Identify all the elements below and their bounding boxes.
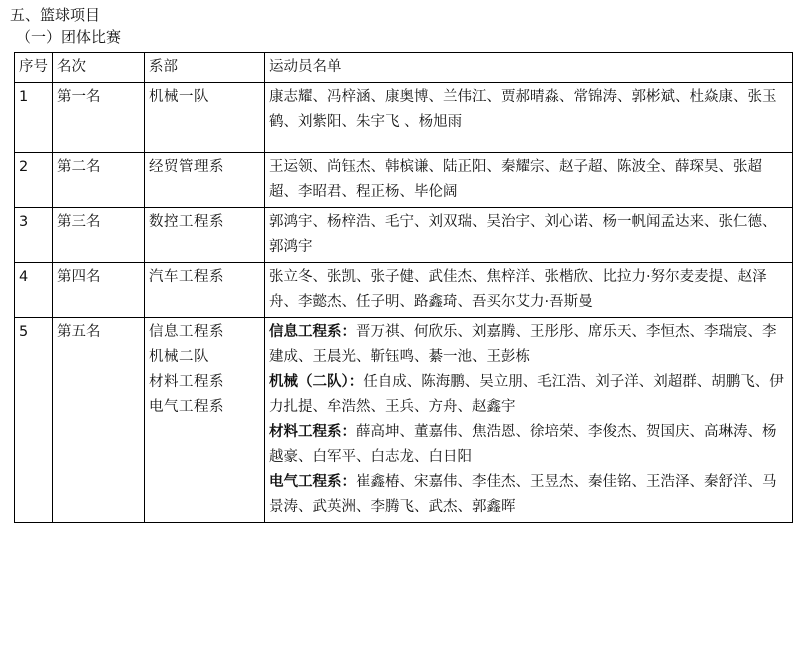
group-label: 信息工程系： — [269, 324, 356, 340]
member-group — [269, 320, 788, 370]
header-dept: 系部 — [145, 53, 265, 83]
dept-name: 机械二队 — [149, 349, 209, 365]
member-group — [269, 470, 788, 520]
table-row — [15, 318, 793, 523]
row-dept — [145, 208, 265, 263]
section-title: 五、篮球项目 — [10, 6, 101, 24]
table-row — [15, 83, 793, 153]
dept-name: 电气工程系 — [149, 399, 224, 415]
header-members: 运动员名单 — [265, 53, 793, 83]
table-row — [15, 208, 793, 263]
row-rank: 第一名 — [53, 83, 145, 153]
header-rank: 名次 — [53, 53, 145, 83]
dept-name: 机械一队 — [149, 89, 209, 105]
row-seq: 3 — [15, 208, 53, 263]
row-members: 张立冬、张凯、张子健、武佳杰、焦梓洋、张楷欣、比拉力·努尔麦麦提、赵泽舟、李懿杰、任子明、路鑫琦、吾买尔艾力·吾斯曼 — [265, 263, 793, 318]
row-seq: 5 — [15, 318, 53, 523]
row-members: 郭鸿宇、杨梓浩、毛宁、刘双瑞、吴治宇、刘心诺、杨一帆闻孟达来、张仁德、郭鸿宇 — [265, 208, 793, 263]
dept-name: 信息工程系 — [149, 324, 224, 340]
header-seq: 序号 — [15, 53, 53, 83]
dept-name: 汽车工程系 — [149, 269, 224, 285]
dept-name: 数控工程系 — [149, 214, 224, 230]
table-row — [15, 263, 793, 318]
member-group — [269, 420, 788, 470]
row-seq: 1 — [15, 83, 53, 153]
group-label: 电气工程系： — [269, 474, 356, 490]
results-table — [14, 52, 793, 523]
group-names: 崔鑫椿、宋嘉伟、李佳杰、王昱杰、秦佳铭、王浩泽、秦舒洋、马景涛、武英洲、李腾飞、武杰、郭鑫晖 — [269, 474, 777, 515]
row-dept — [145, 318, 265, 523]
row-dept — [145, 83, 265, 153]
row-dept — [145, 263, 265, 318]
row-rank: 第二名 — [53, 153, 145, 208]
group-names: 薛高坤、董嘉伟、焦浩恩、徐培荣、李俊杰、贺国庆、高琳涛、杨越豪、白军平、白志龙、白日阳 — [269, 424, 777, 465]
row-members: 王运领、尚钰杰、韩槟谦、陆正阳、秦耀宗、赵子超、陈波全、薛琛昊、张超超、李昭君、程正杨、毕伦阔 — [265, 153, 793, 208]
row-members: 康志耀、冯梓涵、康奥博、兰伟江、贾郝晴淼、常锦涛、郭彬斌、杜焱康、张玉鹤、刘紫阳、朱宇飞 、杨旭雨 — [265, 83, 793, 153]
row-seq: 4 — [15, 263, 53, 318]
row-rank: 第三名 — [53, 208, 145, 263]
group-names: 任自成、陈海鹏、吴立朋、毛江浩、刘子洋、刘超群、胡鹏飞、伊力扎提、牟浩然、王兵、方舟、赵鑫宇 — [269, 374, 784, 415]
dept-name: 材料工程系 — [149, 374, 224, 390]
row-rank: 第四名 — [53, 263, 145, 318]
row-rank: 第五名 — [53, 318, 145, 523]
table-row — [15, 153, 793, 208]
row-members — [265, 318, 793, 523]
group-label: 机械（二队）： — [269, 374, 364, 390]
subsection-title: （一）团体比赛 — [16, 28, 122, 46]
row-seq: 2 — [15, 153, 53, 208]
dept-name: 经贸管理系 — [149, 159, 224, 175]
row-dept — [145, 153, 265, 208]
group-label: 材料工程系： — [269, 424, 356, 440]
table-header-row — [15, 53, 793, 83]
group-names: 晋万祺、何欣乐、刘嘉腾、王彤彤、席乐天、李恒杰、李瑞宸、李建成、王晨光、靳钰鸣、綦一池、王彭栋 — [269, 324, 777, 365]
member-group — [269, 370, 788, 420]
